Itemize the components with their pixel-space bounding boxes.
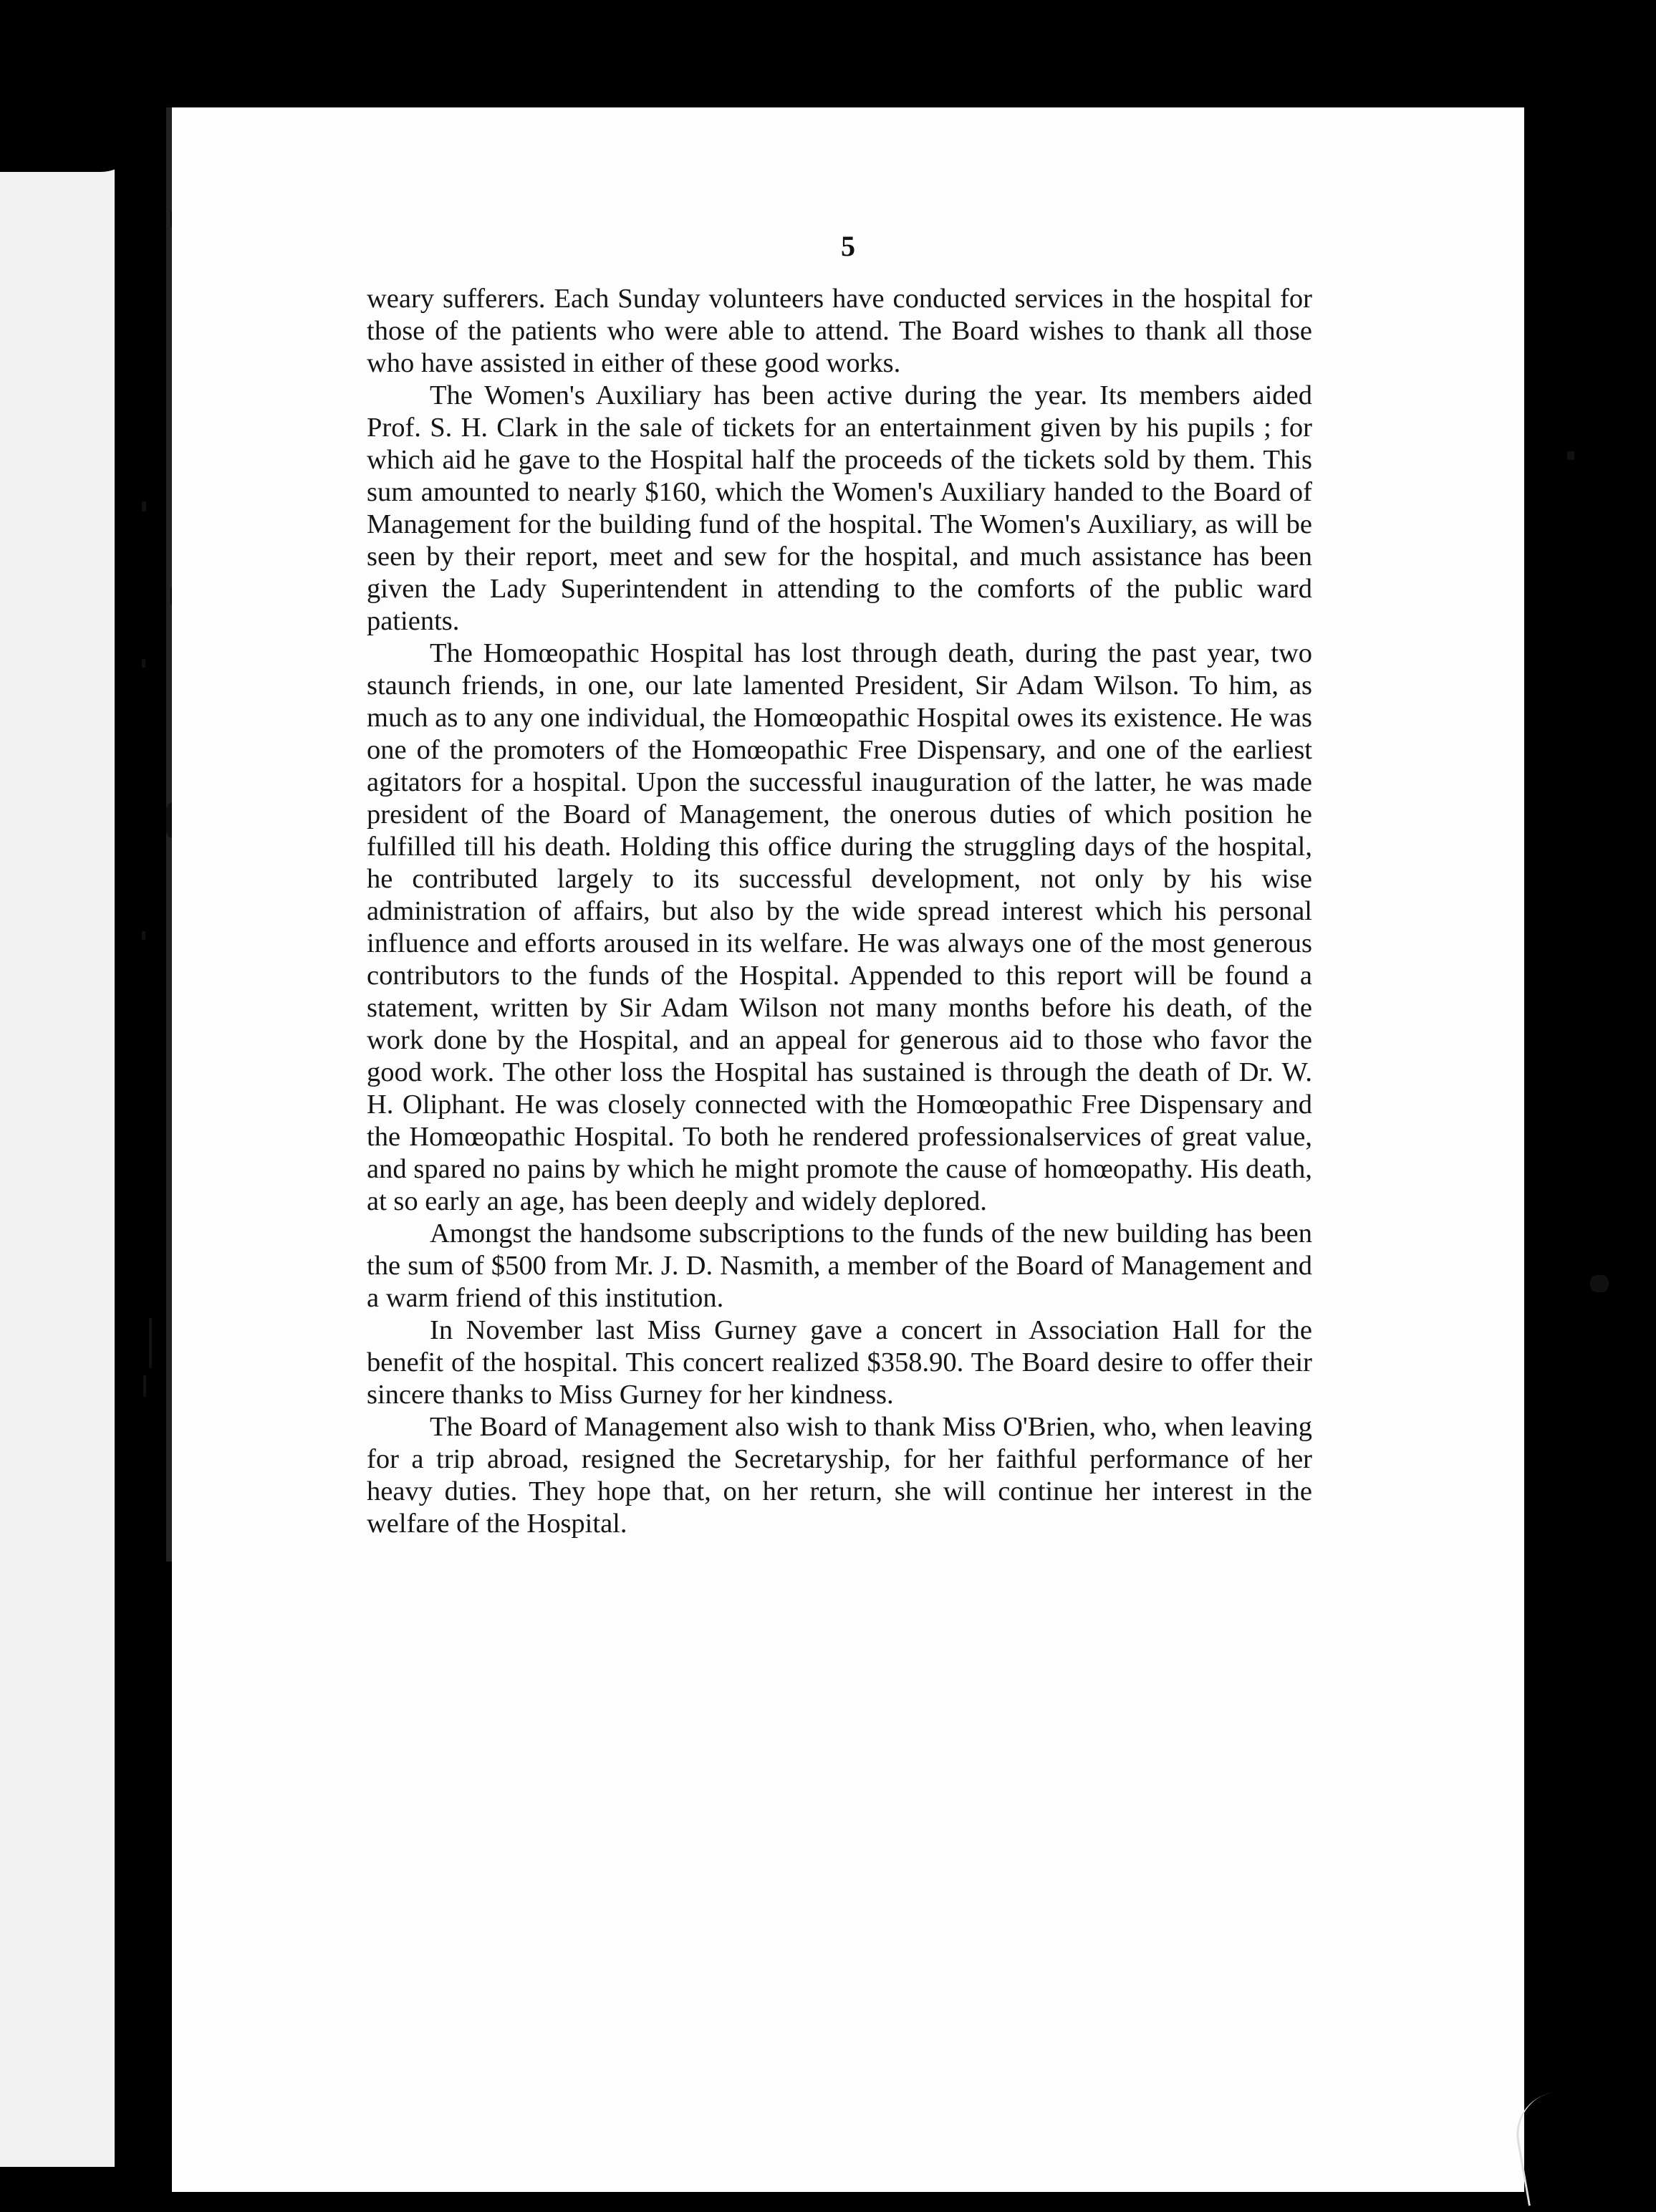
gutter-mark bbox=[143, 1375, 146, 1397]
document-page bbox=[172, 107, 1524, 2192]
page-number: 5 bbox=[841, 230, 855, 262]
gutter-mark bbox=[142, 931, 145, 940]
paragraph: The Women's Auxiliary has been active during the year. Its members aided Prof. S. H. Clark in the sale of tickets for an entertainment given by his pupils ; for which aid he gave to the Hospital half the proceeds of the tickets sold by them. This sum amounted to nearly $160, which the Women's Auxiliary handed to the Board of Management for the building fund of the hospital. The Women's Auxiliary, as will be seen by their report, meet and sew for the hospital, and much assistance has been given the Lady Superintendent in attending to the comforts of the public ward patients. bbox=[367, 380, 1312, 636]
paragraph: In November last Miss Gurney gave a concert in Association Hall for the benefit of the hospital. This concert realized $358.90. The Board desire to offer their sincere thanks to Miss Gurney for her kindness. bbox=[367, 1315, 1312, 1410]
previous-page-edge bbox=[0, 118, 115, 2167]
gutter-mark bbox=[149, 1318, 152, 1368]
paragraph: Amongst the handsome subscriptions to the funds of the new building has been the sum of $500 from Mr. J. D. Nasmith, a member of the Board of Management and a warm friend of this institution. bbox=[367, 1218, 1312, 1313]
gutter-mark bbox=[1567, 451, 1574, 460]
scan-shadow bbox=[0, 107, 143, 172]
body-text bbox=[367, 283, 1312, 1540]
paragraph: The Board of Management also wish to thank Miss O'Brien, who, when leaving for a trip abroad, resigned the Secretaryship, for her faithful performance of her heavy duties. They hope that, on her return, she will continue her interest in the welfare of the Hospital. bbox=[367, 1412, 1312, 1539]
gutter-mark bbox=[142, 659, 145, 668]
gutter-mark bbox=[142, 501, 146, 511]
paragraph: The Homœopathic Hospital has lost through death, during the past year, two staunch friends, in one, our late lamented President, Sir Adam Wilson. To him, as much as to any one individual, the Homœopathic Hospital owes its existence. He was one of the promoters of the Homœopathic Free Dispensary, and one of the earliest agitators for a hospital. Upon the successful inauguration of the latter, he was made president of the Board of Management, the onerous duties of which position he fulfilled till his death. Holding this office during the struggling days of the hospital, he contributed largely to its successful development, not only by his wise administration of affairs, but also by the wide spread interest which his personal influence and efforts aroused in its welfare. He was always one of the most generous contributors to the funds of the Hospital. Appended to this report will be found a statement, written by Sir Adam Wilson not many months before his death, of the work done by the Hospital, and an appeal for generous aid to those who favor the good work. The other loss the Hospital has sustained is through the death of Dr. W. H. Oliphant. He was closely connected with the Homœopathic Free Dispensary and the Homœopathic Hospital. To both he rendered professionalservices of great value, and spared no pains by which he might promote the cause of homœopathy. His death, at so early an age, has been deeply and widely deplored. bbox=[367, 638, 1312, 1216]
gutter-mark bbox=[1590, 1275, 1609, 1292]
paragraph: weary sufferers. Each Sunday volunteers have conducted services in the hospital for those of the patients who were able to attend. The Board wishes to thank all those who have assisted in either of these good works. bbox=[367, 284, 1312, 378]
page-corner-curl bbox=[1510, 2084, 1615, 2206]
